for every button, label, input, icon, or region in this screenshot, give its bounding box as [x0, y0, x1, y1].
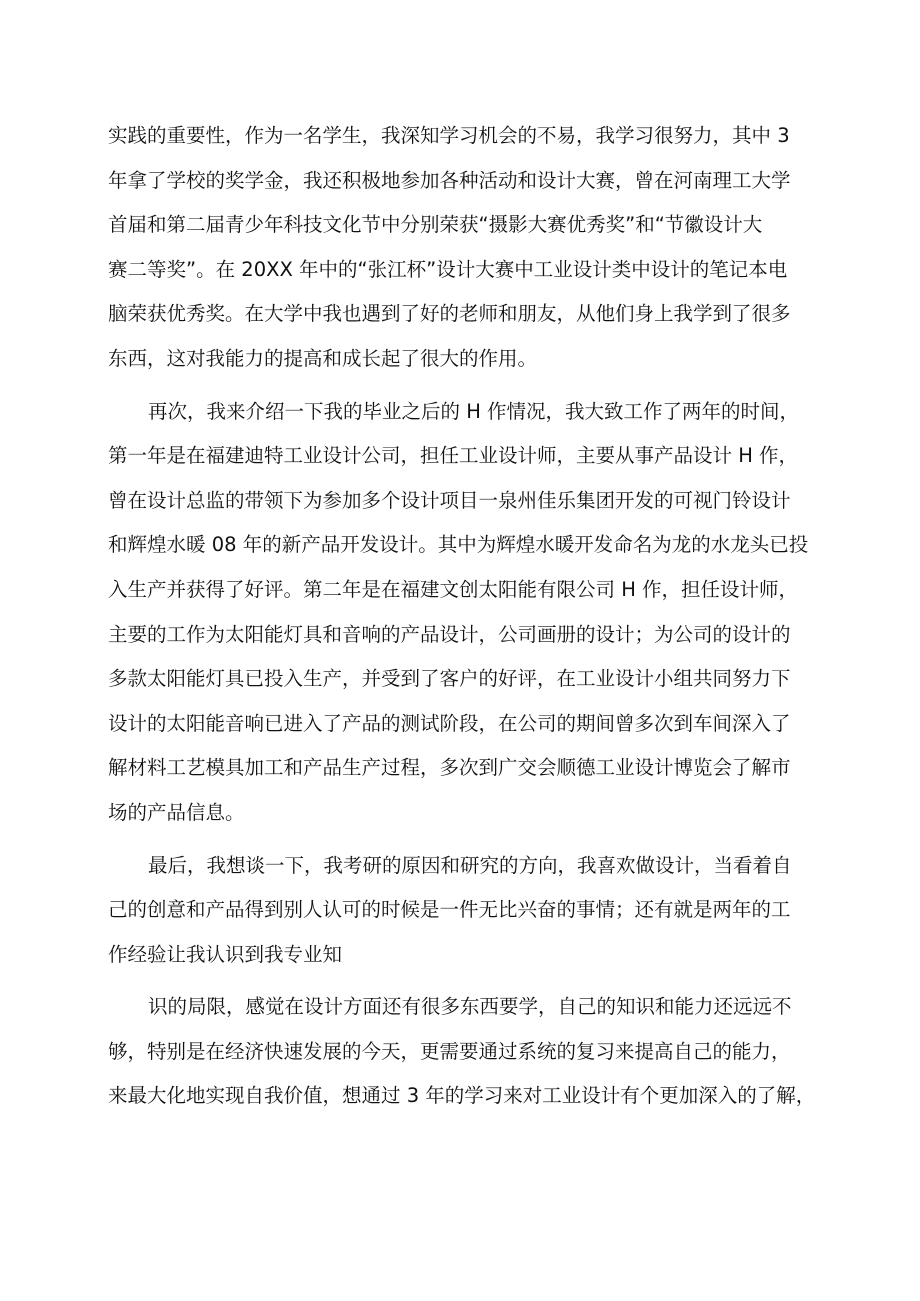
text-line: 多款太阳能灯具已投入生产，并受到了客户的好评，在工业设计小组共同努力下: [108, 667, 791, 691]
text-line: 入生产并获得了好评。第二年是在福建文创太阳能有限公司 H 作，担任设计师，: [108, 577, 799, 601]
text-line: 够，特别是在经济快速发展的今天，更需要通过系统的复习来提高自己的能力，: [108, 1039, 791, 1063]
text-line: 赛二等奖”。在 20XX 年中的“张江杯”设计大赛中工业设计类中设计的笔记本电: [108, 257, 788, 281]
text-line: 首届和第二届青少年科技文化节中分别荣获“摄影大赛优秀奖”和“节徽设计大: [108, 213, 763, 237]
text-line: 和辉煌水暖 08 年的新产品开发设计。其中为辉煌水暖开发命名为龙的水龙头已投: [108, 533, 809, 557]
text-line-content: 再次，我来介绍一下我的毕业之后的 H 作情况，我大致工作了两年的时间，: [148, 399, 800, 423]
text-line: 第一年是在福建迪特工业设计公司，担任工业设计师，主要从事产品设计 H 作，: [108, 444, 799, 468]
paragraph-3: [108, 844, 824, 978]
text-line-content: 最后，我想谈一下，我考研的原因和研究的方向，我喜欢做设计，当看着自: [148, 853, 792, 877]
text-line: 脑荣获优秀奖。在大学中我也遇到了好的老师和朋友，从他们身上我学到了很多: [108, 302, 791, 326]
text-line: 场的产品信息。: [108, 800, 245, 824]
paragraph-4: [108, 985, 824, 1119]
paragraph-2: [108, 390, 824, 836]
text-line: 实践的重要性，作为一名学生，我深知学习机会的不易，我学习很努力，其中 3: [108, 124, 790, 147]
text-line: 设计的太阳能音响已进入了产品的测试阶段，在公司的期间曾多次到车间深入了: [108, 711, 791, 735]
text-line: 作经验让我认识到我专业知: [108, 942, 343, 966]
paragraph-1: [108, 114, 824, 382]
text-line: 解材料工艺模具加工和产品生产过程，多次到广交会顺德工业设计博览会了解市: [108, 756, 791, 780]
text-line: 来最大化地实现自我价值，想通过 3 年的学习来对工业设计有个更加深入的了解，: [108, 1084, 816, 1108]
text-line-content: 识的局限，感觉在设计方面还有很多东西要学，自己的知识和能力还远远不: [148, 995, 792, 1019]
text-line: 年拿了学校的奖学金，我还积极地参加各种活动和设计大赛，曾在河南理工大学: [108, 168, 791, 192]
text-line: [108, 844, 824, 889]
document-body: [108, 114, 824, 1127]
text-line: 主要的工作为太阳能灯具和音响的产品设计，公司画册的设计；为公司的设计的: [108, 622, 791, 646]
text-line: [108, 985, 824, 1030]
text-line: 己的创意和产品得到别人认可的时候是一件无比兴奋的事情；还有就是两年的工: [108, 898, 791, 922]
text-line: [108, 390, 824, 435]
text-line: 东西，这对我能力的提高和成长起了很大的作用。: [108, 346, 538, 370]
text-line: 曾在设计总监的带领下为参加多个设计项目一泉州佳乐集团开发的可视门铃设计: [108, 488, 791, 512]
